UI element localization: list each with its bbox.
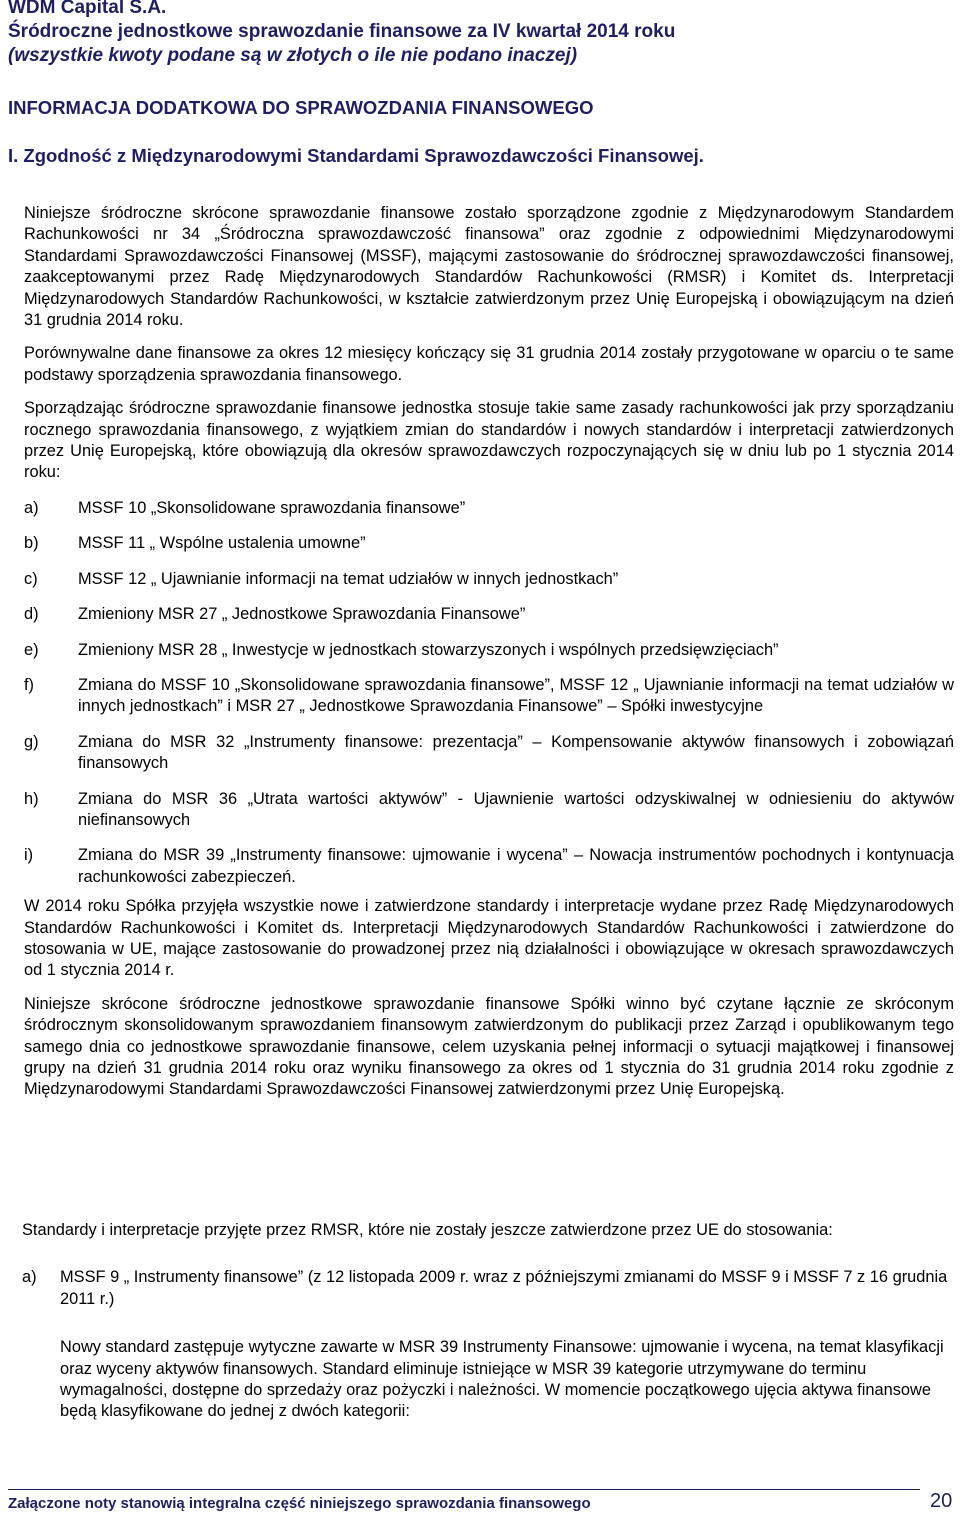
list-item bbox=[24, 789, 954, 832]
company-name: WDM Capital S.A. bbox=[8, 0, 167, 18]
list-item bbox=[24, 845, 954, 888]
list-item bbox=[24, 569, 954, 590]
subsection-title: I. Zgodność z Międzynarodowymi Standardami Sprawozdawczości Finansowej. bbox=[8, 145, 704, 166]
section-title: INFORMACJA DODATKOWA DO SPRAWOZDANIA FINANSOWEGO bbox=[8, 97, 594, 118]
list-item-text: Zmiana do MSSF 10 „Skonsolidowane sprawozdania finansowe”, MSSF 12 „ Ujawnianie informacji na temat udziałów w innych jednostkach” i MSR 27 „ Jednostkowe Sprawozdania Finansowe” – Spółki inwestycyjne bbox=[78, 675, 954, 716]
list-item bbox=[24, 604, 954, 625]
list-item bbox=[24, 533, 954, 554]
currency-note: (wszystkie kwoty podane są w złotych o ile nie podano inaczej) bbox=[8, 45, 578, 66]
list-item-label: b) bbox=[24, 534, 39, 553]
list-item bbox=[22, 1267, 957, 1310]
list-item-text: Zmiana do MSR 32 „Instrumenty finansowe: prezentacja” – Kompensowanie aktywów finansowych i zobowiązań finansowych bbox=[78, 732, 954, 773]
list-item-label: a) bbox=[24, 498, 39, 517]
unendorsed-standards-section bbox=[22, 1220, 957, 1423]
list-item-label: e) bbox=[24, 640, 39, 659]
list-item-text: Zmiana do MSR 39 „Instrumenty finansowe: ujmowanie i wycena” – Nowacja instrumentów pochodnych i kontynuacja rachunkowości zabezpieczeń. bbox=[78, 846, 954, 886]
footer-note: Załączone noty stanowią integralna część niniejszego sprawozdania finansowego bbox=[8, 1495, 591, 1512]
list-item-label: a) bbox=[22, 1268, 37, 1287]
list-item bbox=[24, 732, 954, 775]
list-item bbox=[24, 640, 954, 661]
list-item-text: Zmieniony MSR 27 „ Jednostkowe Sprawozdania Finansowe” bbox=[78, 605, 526, 624]
paragraph-adopted-standards: W 2014 roku Spółka przyjęła wszystkie nowe i zatwierdzone standardy i interpretacje wydane przez Radę Międzynarodowych Standardów Rachunkowości i Komitet ds. Interpretacji Międzynarodowych Standardów Rachunkowości i zatwierdzone do stosowania w UE, mające zastosowanie do prowadzonej przez nią działalności i obowiązujące w okresach sprawozdawczych od 1 stycznia 2014 r. bbox=[24, 897, 954, 980]
paragraph-compliance: Niniejsze śródroczne skrócone sprawozdanie finansowe zostało sporządzone zgodnie z Międzynarodowym Standardem Rachunkowości nr 34 „Śródroczna sprawozdawczość finansowa” oraz zgodnie z odpowiednimi Międzynarodowymi Standardami Sprawozdawczości Finansowej (MSSF), mającymi zastosowanie do śródrocznej sprawozdawczości finansowej, zaakceptowanymi przez Radę Międzynarodowych Standardów Rachunkowości (RMSR) i Komitet ds. Interpretacji Międzynarodowych Standardów Rachunkowości, w kształcie zatwierdzonym przez Unię Europejską i obowiązującym na dzień 31 grudnia 2014 roku. bbox=[24, 204, 954, 330]
document-body bbox=[24, 203, 954, 1113]
list-item bbox=[24, 498, 954, 519]
list-item-label: g) bbox=[24, 732, 39, 751]
footer-divider bbox=[8, 1489, 920, 1490]
paragraph-accounting-policies: Sporządzając śródroczne sprawozdanie finansowe jednostka stosuje takie same zasady rachunkowości jak przy sporządzaniu rocznego sprawozdania finansowego, z wyjątkiem zmian do standardów i nowych standardów i interpretacji zatwierdzonych przez Unię Europejską, które obowiązują dla okresów sprawozdawczych rozpoczynających się w dniu lub po 1 stycznia 2014 roku: bbox=[24, 399, 954, 482]
list-item-label: i) bbox=[24, 846, 34, 865]
list-item bbox=[24, 675, 954, 718]
list-item-text: Zmieniony MSR 28 „ Inwestycje w jednostkach stowarzyszonych i wspólnych przedsięwzięciach” bbox=[78, 640, 779, 659]
page-header bbox=[8, 0, 675, 68]
paragraph-read-together: Niniejsze skrócone śródroczne jednostkowe sprawozdanie finansowe Spółki winno być czytane łącznie ze skróconym śródrocznym skonsolidowanym sprawozdaniem finansowym zatwierdzonym do publikacji przez Zarząd i opublikowanym tego samego dnia co jednostkowe sprawozdanie finansowe, celem uzyskania pełnej informacji o sytuacji majątkowej i finansowej grupy na dzień 31 grudnia 2014 roku oraz wyniku finansowego za okres od 1 stycznia do 31 grudnia 2014 roku zgodnie z Międzynarodowymi Standardami Sprawozdawczości Finansowej zatwierdzonymi przez Unię Europejską. bbox=[24, 994, 954, 1099]
list-item-text: MSSF 12 „ Ujawnianie informacji na temat udziałów w innych jednostkach” bbox=[78, 569, 619, 588]
list-item-text: MSSF 10 „Skonsolidowane sprawozdania finansowe” bbox=[78, 498, 466, 517]
standards-intro: Standardy i interpretacje przyjęte przez RMSR, które nie zostały jeszcze zatwierdzone przez UE do stosowania: bbox=[22, 1221, 833, 1239]
standards-changes-list bbox=[24, 498, 954, 888]
list-item-label: c) bbox=[24, 569, 38, 588]
list-item-label: d) bbox=[24, 605, 39, 624]
list-item-text: Zmiana do MSR 36 „Utrata wartości aktywów” - Ujawnienie wartości odzyskiwalnej w odniesieniu do aktywów niefinansowych bbox=[78, 789, 954, 829]
list-item-label: f) bbox=[24, 675, 35, 694]
list-item-text: MSSF 11 „ Wspólne ustalenia umowne” bbox=[78, 534, 366, 553]
list-item-text: MSSF 9 „ Instrumenty finansowe” (z 12 listopada 2009 r. wraz z późniejszymi zmianami do MSSF 9 i MSSF 7 z 16 grudnia 2011 r.) bbox=[60, 1268, 948, 1308]
list-item-label: h) bbox=[24, 789, 39, 808]
report-title: Śródroczne jednostkowe sprawozdanie finansowe za IV kwartał 2014 roku bbox=[8, 21, 676, 42]
paragraph-comparable-data: Porównywalne dane finansowe za okres 12 miesięcy kończący się 31 grudnia 2014 zostały przygotowane w oparciu o te same podstawy sporządzenia sprawozdania finansowego. bbox=[24, 344, 954, 384]
page-number: 20 bbox=[930, 1490, 953, 1512]
standard-description: Nowy standard zastępuje wytyczne zawarte w MSR 39 Instrumenty Finansowe: ujmowanie i wycena, na temat klasyfikacji oraz wyceny aktywów finansowych. Standard eliminuje istniejące w MSR 39 kategorie utrzymywane do terminu wymagalności, dostępne do sprzedaży oraz pożyczki i należności. W momencie początkowego ujęcia aktywa finansowe będą klasyfikowane do jednej z dwóch kategorii: bbox=[60, 1338, 944, 1421]
